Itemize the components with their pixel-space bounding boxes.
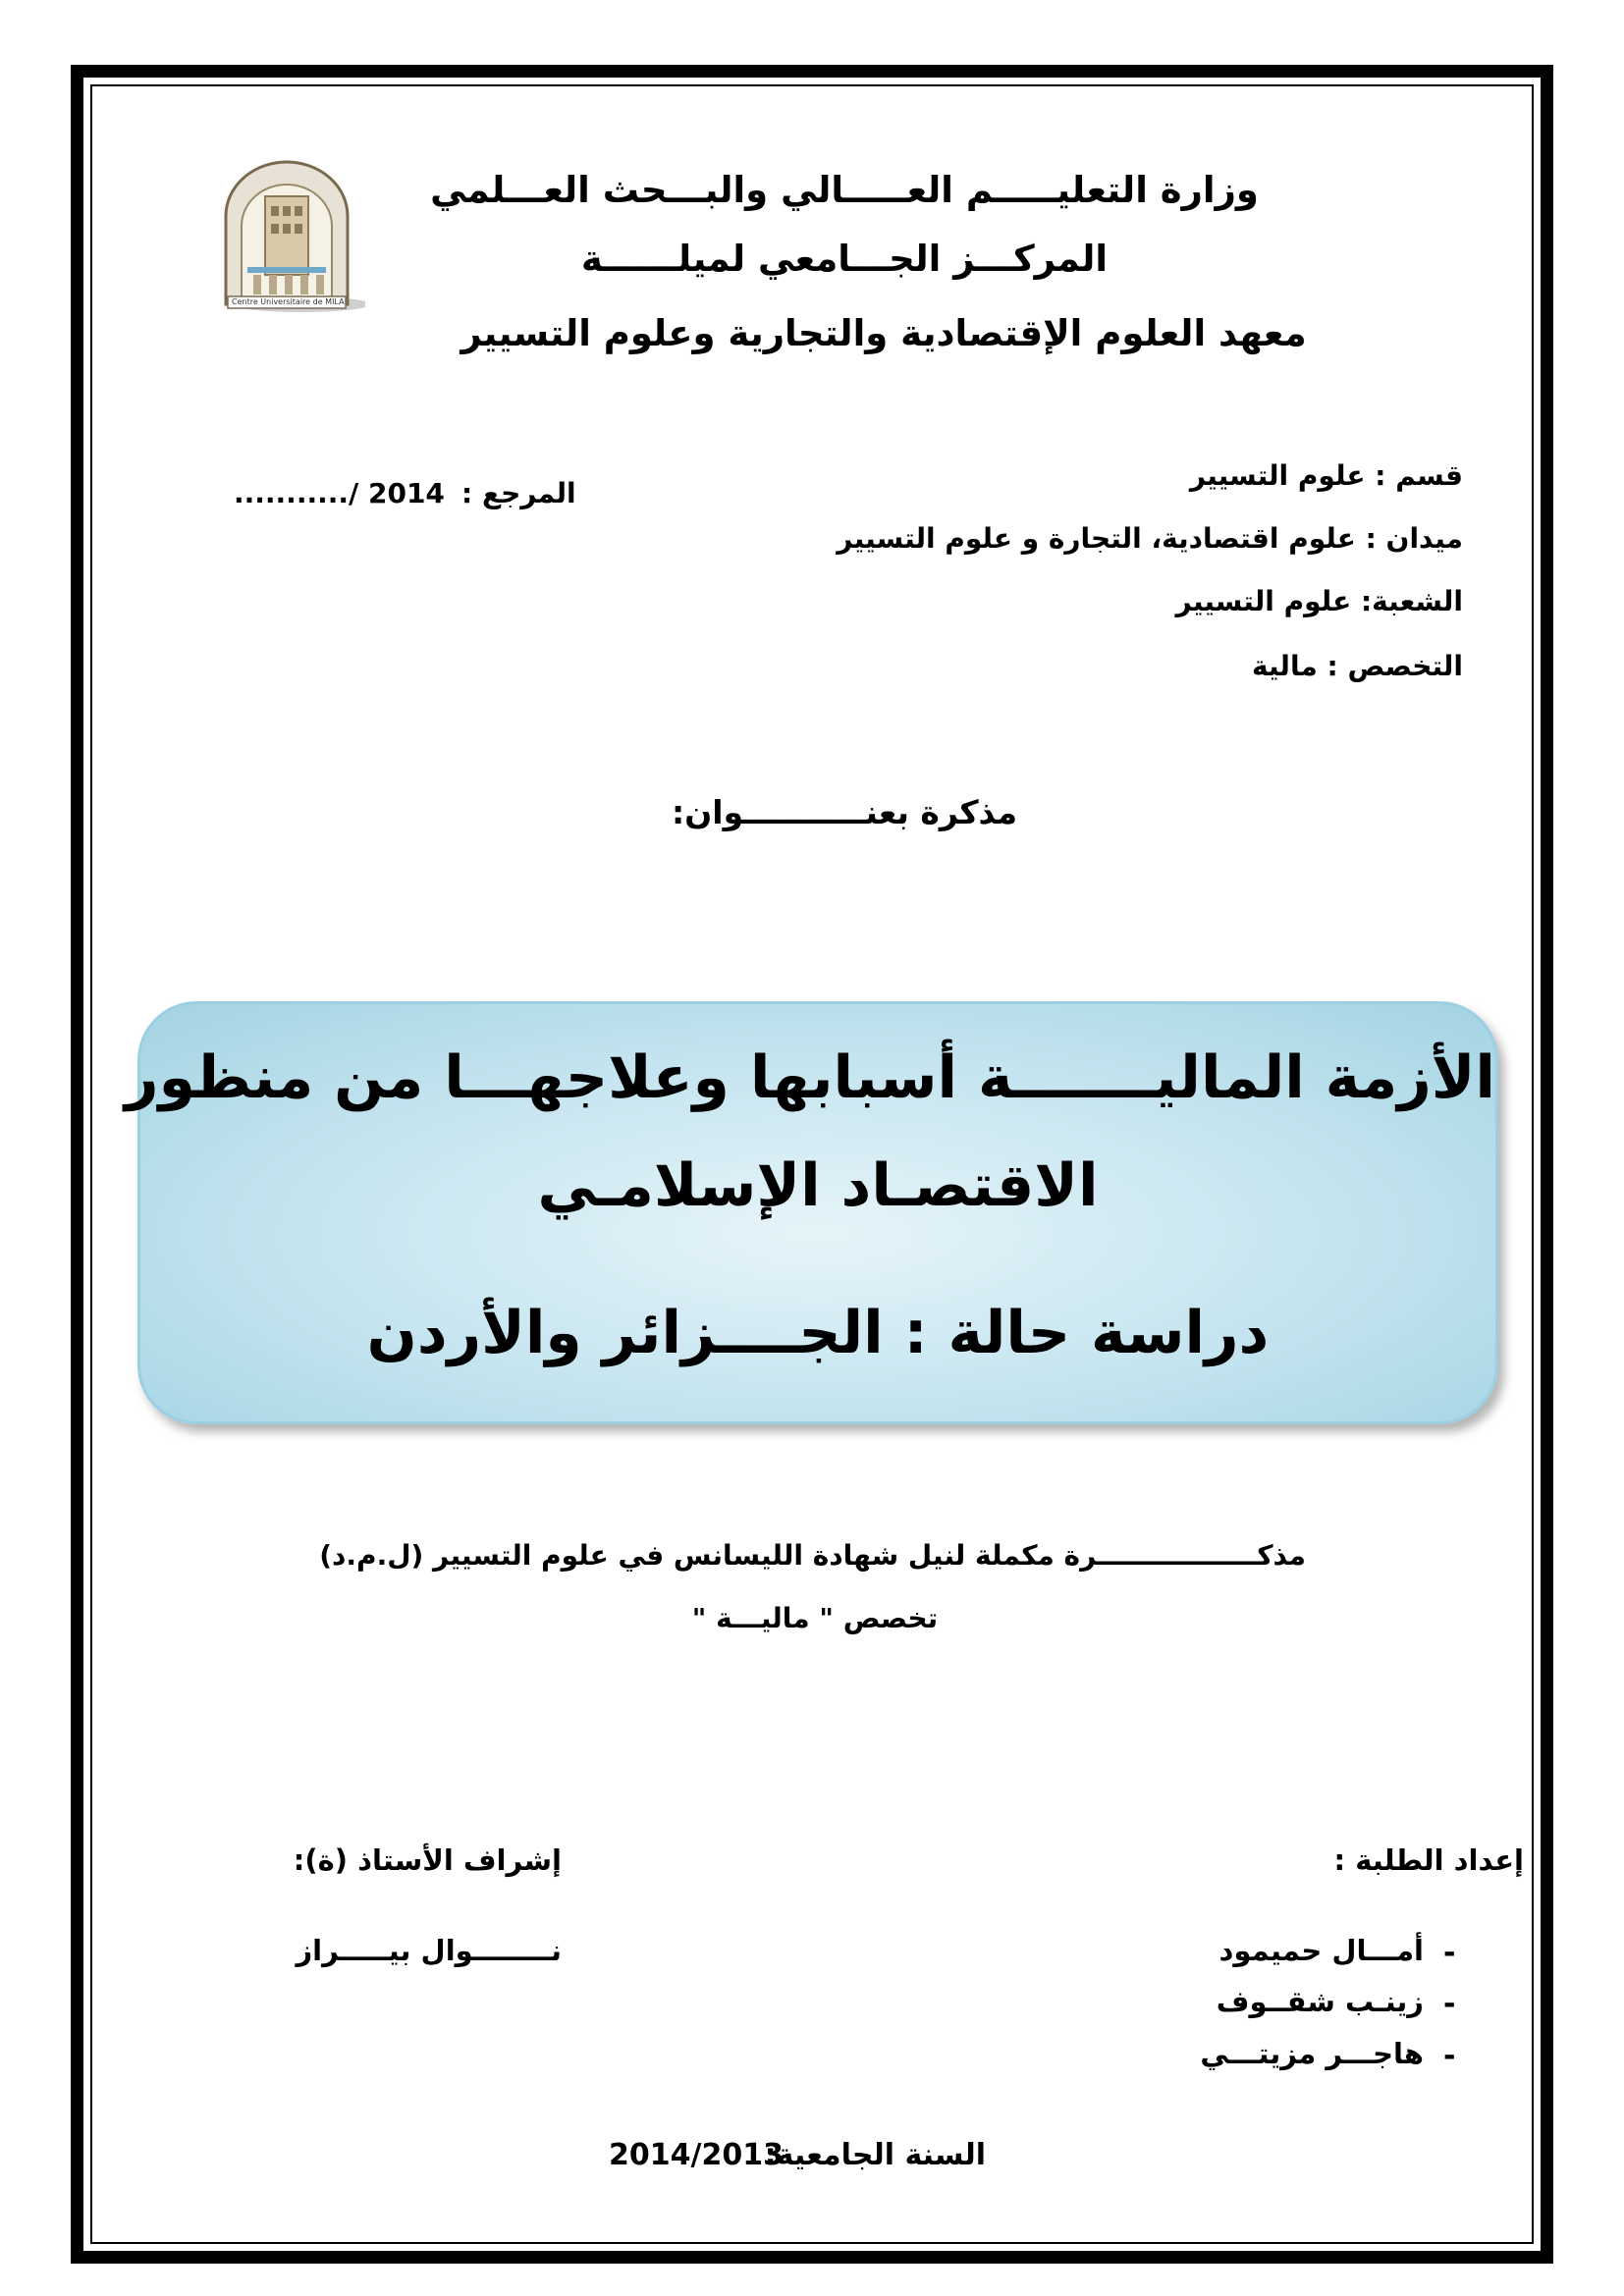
student-name-1: أمـــال حميمود bbox=[1218, 1934, 1424, 1967]
student-bullet-1: - bbox=[1443, 1936, 1456, 1970]
university-center-name: المركـــز الجـــامعي لميلــــــة bbox=[580, 238, 1109, 280]
student-name-2: زينـب شقــوف bbox=[1216, 1985, 1424, 2018]
students-label: إعداد الطلبة : bbox=[1333, 1843, 1524, 1877]
title-line-2: الاقتصـاد الإسلامـي bbox=[537, 1151, 1099, 1220]
branch: الشعبة: علوم التسيير bbox=[1175, 585, 1463, 617]
reference-value: .........../ 2014 bbox=[234, 477, 445, 509]
title-line-3: دراسة حالة : الجــــزائر والأردن bbox=[366, 1299, 1270, 1367]
student-bullet-2: - bbox=[1443, 1987, 1456, 2021]
title-box bbox=[125, 1001, 1498, 1424]
specialty: التخصص : مالية bbox=[1252, 650, 1463, 682]
academic-year-label: السنة الجامعية: bbox=[764, 2138, 986, 2172]
academic-year-value: 2014/2013 bbox=[609, 2138, 784, 2172]
department: قسم : علوم التسيير bbox=[1189, 459, 1463, 492]
university-logo bbox=[208, 157, 365, 314]
title-line-1: الأزمة الماليـــــــة أسبابها وعلاجهـــا من منظور bbox=[125, 1043, 1495, 1112]
degree-line-1: مذكـــــــــــــــــرة مكملة لنيل شهادة الليسانس في علوم التسيير (ل.م.د) bbox=[319, 1539, 1306, 1572]
reference-label: المرجع : bbox=[461, 477, 576, 509]
degree-line-2: تخصص " ماليـــة " bbox=[691, 1602, 939, 1634]
memo-heading: مذكرة بعنـــــــــــوان: bbox=[671, 793, 1018, 831]
supervisor-name: نــــــــوال بيـــــراز bbox=[296, 1934, 562, 1967]
ministry-name: وزارة التعليـــــم العـــــالي والبـــحث العـــلمي bbox=[430, 169, 1259, 211]
supervisor-label: إشراف الأستاذ (ة): bbox=[293, 1843, 562, 1877]
institute-name: معهد العلوم الإقتصادية والتجارية وعلوم التسيير bbox=[460, 312, 1307, 354]
student-bullet-3: - bbox=[1443, 2039, 1456, 2073]
logo-caption: Centre Universitaire de MILA bbox=[232, 297, 345, 306]
field: ميدان : علوم اقتصادية، التجارة و علوم التسيير bbox=[837, 522, 1463, 555]
student-name-3: هاجـــر مزيتـــي bbox=[1200, 2037, 1424, 2070]
